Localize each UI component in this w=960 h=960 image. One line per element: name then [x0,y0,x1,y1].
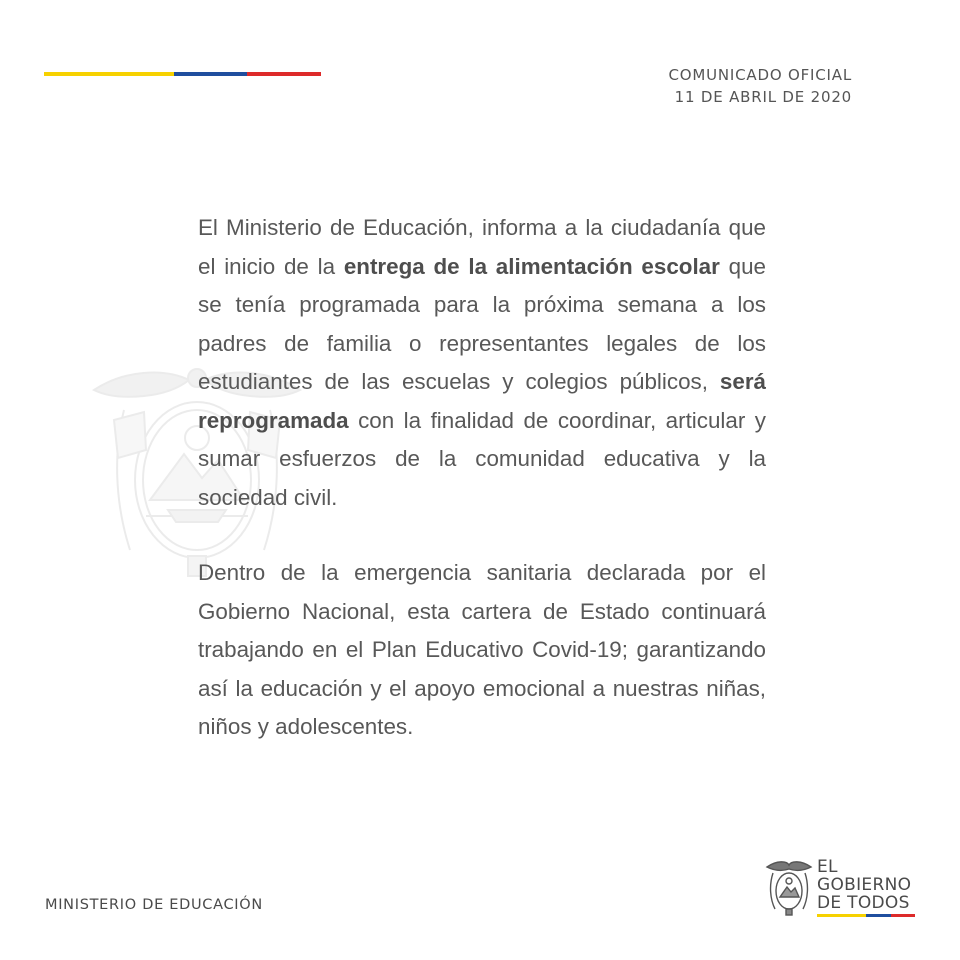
logo-word-gobierno: GOBIERNO [817,875,912,895]
logo-word-de-todos: DE TODOS [817,893,910,913]
header-meta [669,64,852,108]
flag-stripe-red [247,72,321,76]
flag-stripe [44,72,321,76]
logo-flag-stripe [817,914,915,917]
flag-stripe-yellow [44,72,174,76]
p1-seg-4: con la finalidad de coordinar, articular y sumar esfuerzos de la comunidad educativa y la sociedad civil. [198,407,766,510]
ministry-name: MINISTERIO DE EDUCACIÓN [45,897,263,913]
body-paragraph-1 [198,209,766,517]
flag-stripe-blue [174,72,247,76]
logo-word-el: EL [817,857,838,877]
logo-stripe-red [891,914,915,917]
p1-seg-0: El Ministerio de Educación, informa a la ciudadanía que el inicio de la [198,215,766,279]
logo-stripe-yellow [817,914,866,917]
communique-body [198,209,766,747]
p1-bold-rescheduled: será reprogramada [198,369,766,433]
gobierno-logo [765,857,925,919]
logo-stripe-blue [866,914,891,917]
communique-date: 11 DE ABRIL DE 2020 [674,88,852,106]
coat-of-arms-icon [765,857,813,917]
logo-wordmark [817,858,911,912]
body-paragraph-2: Dentro de la emergencia sanitaria declarada por el Gobierno Nacional, esta cartera de Estado continuará trabajando en el Plan Educativo Covid-19; garantizando así la educación y el apoyo emocional a nuestras niñas, niños y adolescentes. [198,560,766,739]
p1-bold-delivery: entrega de la alimentación escolar [343,253,720,279]
communique-label: COMUNICADO OFICIAL [668,66,852,84]
p1-seg-2: que se tenía programada para la próxima semana a los padres de familia o representantes legales de los estudiantes de las escuelas y colegios públicos, [198,253,766,394]
